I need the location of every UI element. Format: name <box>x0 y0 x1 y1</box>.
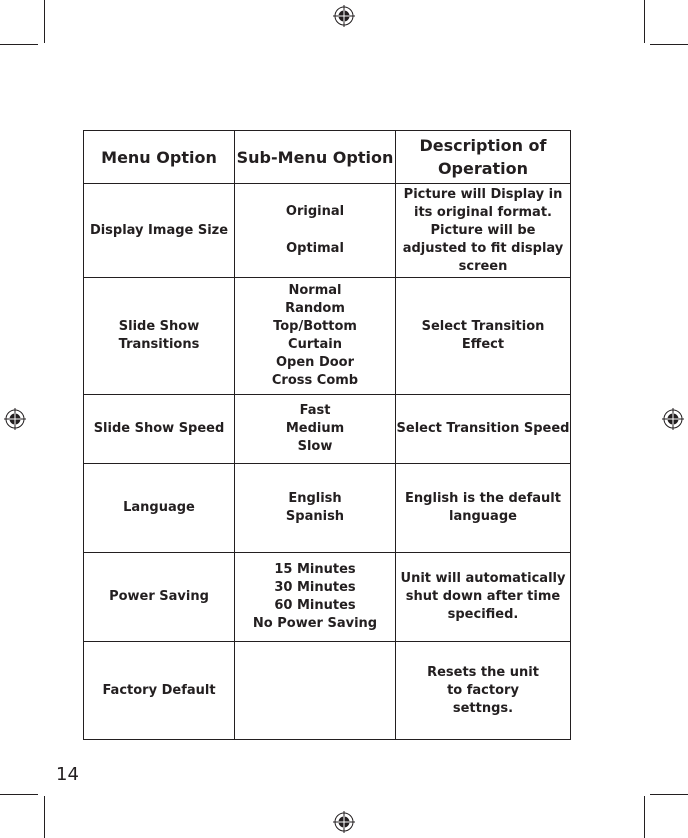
sub-option: Top/Bottom <box>273 319 357 334</box>
description-text: Picture will be adjusted to fit display screen <box>402 222 564 274</box>
sub-option: 30 Minutes <box>274 580 356 595</box>
menu-option-cell: Display Image Size <box>84 184 235 278</box>
sub-menu-cell <box>235 464 396 553</box>
menu-options-table <box>83 130 571 740</box>
menu-option-cell: Language <box>84 464 235 553</box>
registration-mark-icon <box>4 408 26 430</box>
description-cell: Resets the unit to factory settngs. <box>396 642 571 740</box>
registration-mark-icon <box>662 408 684 430</box>
sub-option: Curtain <box>288 337 342 352</box>
sub-menu-cell <box>235 642 396 740</box>
sub-option: Random <box>285 301 345 316</box>
page-number: 14 <box>56 764 79 785</box>
description-text: Picture will Display in its original format. <box>403 186 563 220</box>
crop-mark <box>644 0 645 43</box>
sub-option: Optimal <box>286 241 344 256</box>
sub-option: Medium <box>285 421 345 436</box>
menu-option-cell: Power Saving <box>84 553 235 642</box>
crop-mark <box>650 794 688 795</box>
menu-option-cell: Factory Default <box>84 642 235 740</box>
sub-option: Fast <box>299 403 331 418</box>
description-cell: Select Transition Effect <box>396 278 571 395</box>
sub-option: English <box>288 491 342 506</box>
crop-mark <box>0 794 38 795</box>
table-row <box>84 184 571 278</box>
registration-mark-icon <box>333 811 355 833</box>
crop-mark <box>650 44 688 45</box>
table-row <box>84 553 571 642</box>
crop-mark <box>44 796 45 838</box>
table-row <box>84 278 571 395</box>
sub-option: Normal <box>288 283 342 298</box>
sub-option: Open Door <box>275 355 355 370</box>
menu-option-cell: Slide Show Speed <box>84 395 235 464</box>
crop-mark <box>644 796 645 838</box>
table-row <box>84 395 571 464</box>
registration-mark-icon <box>333 5 355 27</box>
sub-menu-cell <box>235 278 396 395</box>
crop-mark <box>44 0 45 43</box>
sub-menu-cell <box>235 184 396 278</box>
crop-mark <box>0 44 38 45</box>
sub-menu-cell <box>235 395 396 464</box>
menu-option-cell: Slide Show Transitions <box>84 278 235 395</box>
sub-option: 15 Minutes <box>274 562 356 577</box>
column-header-description: Description of Operation <box>396 131 571 184</box>
sub-option: 60 Minutes <box>274 598 356 613</box>
sub-option: Original <box>285 204 345 219</box>
description-cell <box>396 184 571 278</box>
description-cell: Unit will automatically shut down after time specified. <box>396 553 571 642</box>
sub-option: Spanish <box>285 509 345 524</box>
sub-option: Cross Comb <box>271 373 359 388</box>
description-cell: English is the default language <box>396 464 571 553</box>
column-header-sub-menu-option: Sub-Menu Option <box>235 131 396 184</box>
table-header-row <box>84 131 571 184</box>
sub-option: Slow <box>297 439 333 454</box>
table-row <box>84 642 571 740</box>
sub-option: No Power Saving <box>252 616 378 631</box>
column-header-menu-option: Menu Option <box>84 131 235 184</box>
description-cell: Select Transition Speed <box>396 395 571 464</box>
table-row <box>84 464 571 553</box>
sub-menu-cell <box>235 553 396 642</box>
